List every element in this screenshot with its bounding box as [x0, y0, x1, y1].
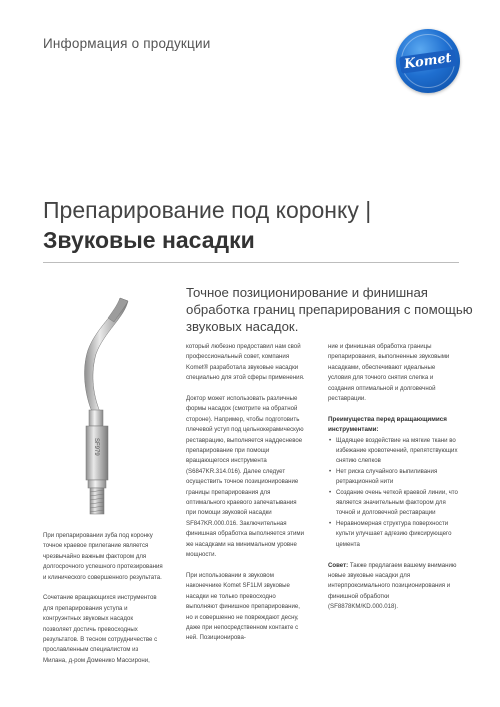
tip-collar [89, 410, 103, 426]
tip-engraving: SF979 [93, 438, 99, 456]
tip-thread [90, 488, 104, 514]
mid-paragraph-1: который любезно предоставил нам свой профессиональный совет, компания Komet® разработала звуковые насадки специально для этой сферы применения. [186, 343, 305, 382]
tip-label: Совет: [328, 561, 349, 569]
advantage-item: • Создание очень четкой краевой линии, что является значительным фактором для точной и долговечной реставрации [328, 488, 458, 519]
left-paragraph-1: При препарировании зуба под коронку точное краевое прилегание является чрезвычайно важным фактором для долгосрочного успешного протезирования и клинического совершенного результата. [43, 532, 163, 581]
page-title: Препарирование под коронку | [43, 197, 372, 223]
left-paragraph-2: Сочетание вращающихся инструментов для препарирования уступа и конгруэнтных звуковых насадок позволяет достичь превосходных результатов. В тесном сотрудничестве с прославленным специалистом из Милана, д-ром Доменико Массирони, [43, 594, 158, 664]
advantages-list [328, 436, 458, 550]
title-divider [43, 262, 459, 263]
tip-base [88, 480, 106, 488]
text-column-middle [186, 342, 306, 654]
logo-text: Komet [399, 49, 457, 74]
mid-paragraph-3: При использовании в звуковом наконечнике Komet SF1LM звуковые насадки не только превосходно выполняют финишное препарирование, но и совершенно не повреждают десну, даже при непосредственном контакте с ней. Позиционирова- [186, 571, 300, 642]
sonic-tip-image [62, 292, 142, 522]
tip-text: Также предлагаем вашему вниманию новые звуковые насадки для интерпроксимального позиционирования и финишной обработки (SF8878KM/KD.000.018). [328, 561, 457, 611]
mid-paragraph-2: Доктор может использовать различные формы насадок (смотрите на обратной стороне). Например, чтобы подготовить плечевой уступ под цельнокерамическую реставрацию, выполняется наддесневое препарирование при помощи вращающегося инструмента (S6847KR.314.016). Далее следует осуществить точное позиционирование границы препарирования для оптимального краевого запечатывания при помощи звуковой насадки SF847KR.000.016. Заключительная финишная обработка выполняется этими же насадками на минимальном уровне мощности. [186, 395, 305, 559]
lead-paragraph: Точное позиционирование и финишная обработка границ препарирования с помощью звуковых насадок. [186, 285, 473, 334]
right-paragraph-intro: ние и финишная обработка границы препарирования, выполненные звуковыми насадками, обеспечивают идеальные условия для точного снятия слепка и создания оптимальной и долговечной реставрации. [328, 343, 450, 403]
text-column-left [43, 531, 163, 677]
page-subtitle: Звуковые насадки [43, 227, 255, 253]
tip-paragraph [328, 561, 458, 613]
tip-bent-shaft [85, 298, 128, 412]
text-column-right [328, 342, 458, 623]
advantage-item: • Нет риска случайного выпиливания ретракционной нити [328, 467, 458, 488]
advantage-item: • Неравномерная структура поверхности культи улучшает адгезию фиксирующего цемента [328, 519, 458, 550]
komet-logo [396, 29, 460, 93]
advantages-heading: Преимущества перед вращающимися инструментами: [328, 415, 447, 434]
page-header-title: Информация о продукции [43, 36, 211, 51]
advantage-item: • Щадящее воздействие на мягкие ткани во избежание кровотечений, препятствующих снятию слепков [328, 436, 458, 467]
